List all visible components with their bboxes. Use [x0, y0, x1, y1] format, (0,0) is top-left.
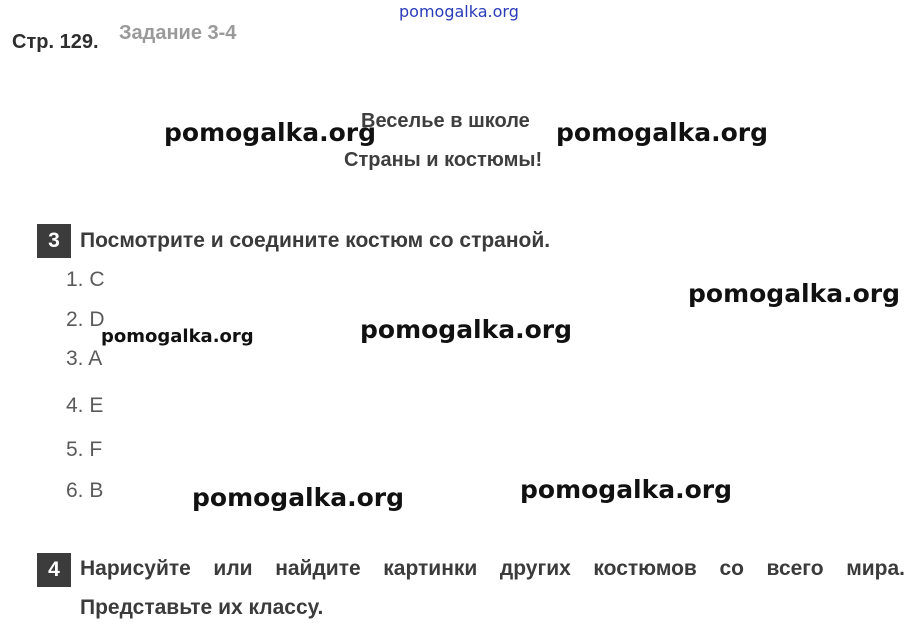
- exercise-4-instruction-line-1: Нарисуйте или найдите картинки других костюмов со всего мира.: [80, 557, 905, 580]
- answer-item-4: 4. E: [66, 394, 104, 417]
- watermark-overlay: pomogalka.org: [192, 483, 405, 512]
- watermark-overlay: pomogalka.org: [360, 315, 573, 344]
- page-number: Стр. 129.: [12, 31, 99, 53]
- watermark-overlay: pomogalka.org: [520, 475, 733, 504]
- lesson-title: Веселье в школе: [361, 110, 530, 132]
- site-watermark-top: pomogalka.org: [399, 2, 519, 21]
- answer-item-1: 1. C: [66, 268, 105, 291]
- answer-item-6: 6. B: [66, 479, 104, 502]
- page-number-fragment: Задание 3-4: [119, 22, 237, 44]
- watermark-overlay: pomogalka.org: [101, 326, 254, 347]
- watermark-overlay: pomogalka.org: [164, 118, 377, 147]
- watermark-overlay: pomogalka.org: [556, 118, 769, 147]
- watermark-overlay: pomogalka.org: [688, 279, 901, 308]
- exercise-3-number-badge: 3: [37, 224, 71, 258]
- exercise-3-instruction: Посмотрите и соедините костюм со страной.: [80, 229, 551, 252]
- answer-item-3: 3. A: [66, 347, 103, 370]
- exercise-4-instruction-line-2: Представьте их классу.: [80, 596, 324, 619]
- lesson-subtitle: Страны и костюмы!: [344, 149, 543, 171]
- exercise-4-number-badge: 4: [37, 553, 71, 587]
- answer-item-2: 2. D: [66, 308, 105, 331]
- answer-item-5: 5. F: [66, 438, 103, 461]
